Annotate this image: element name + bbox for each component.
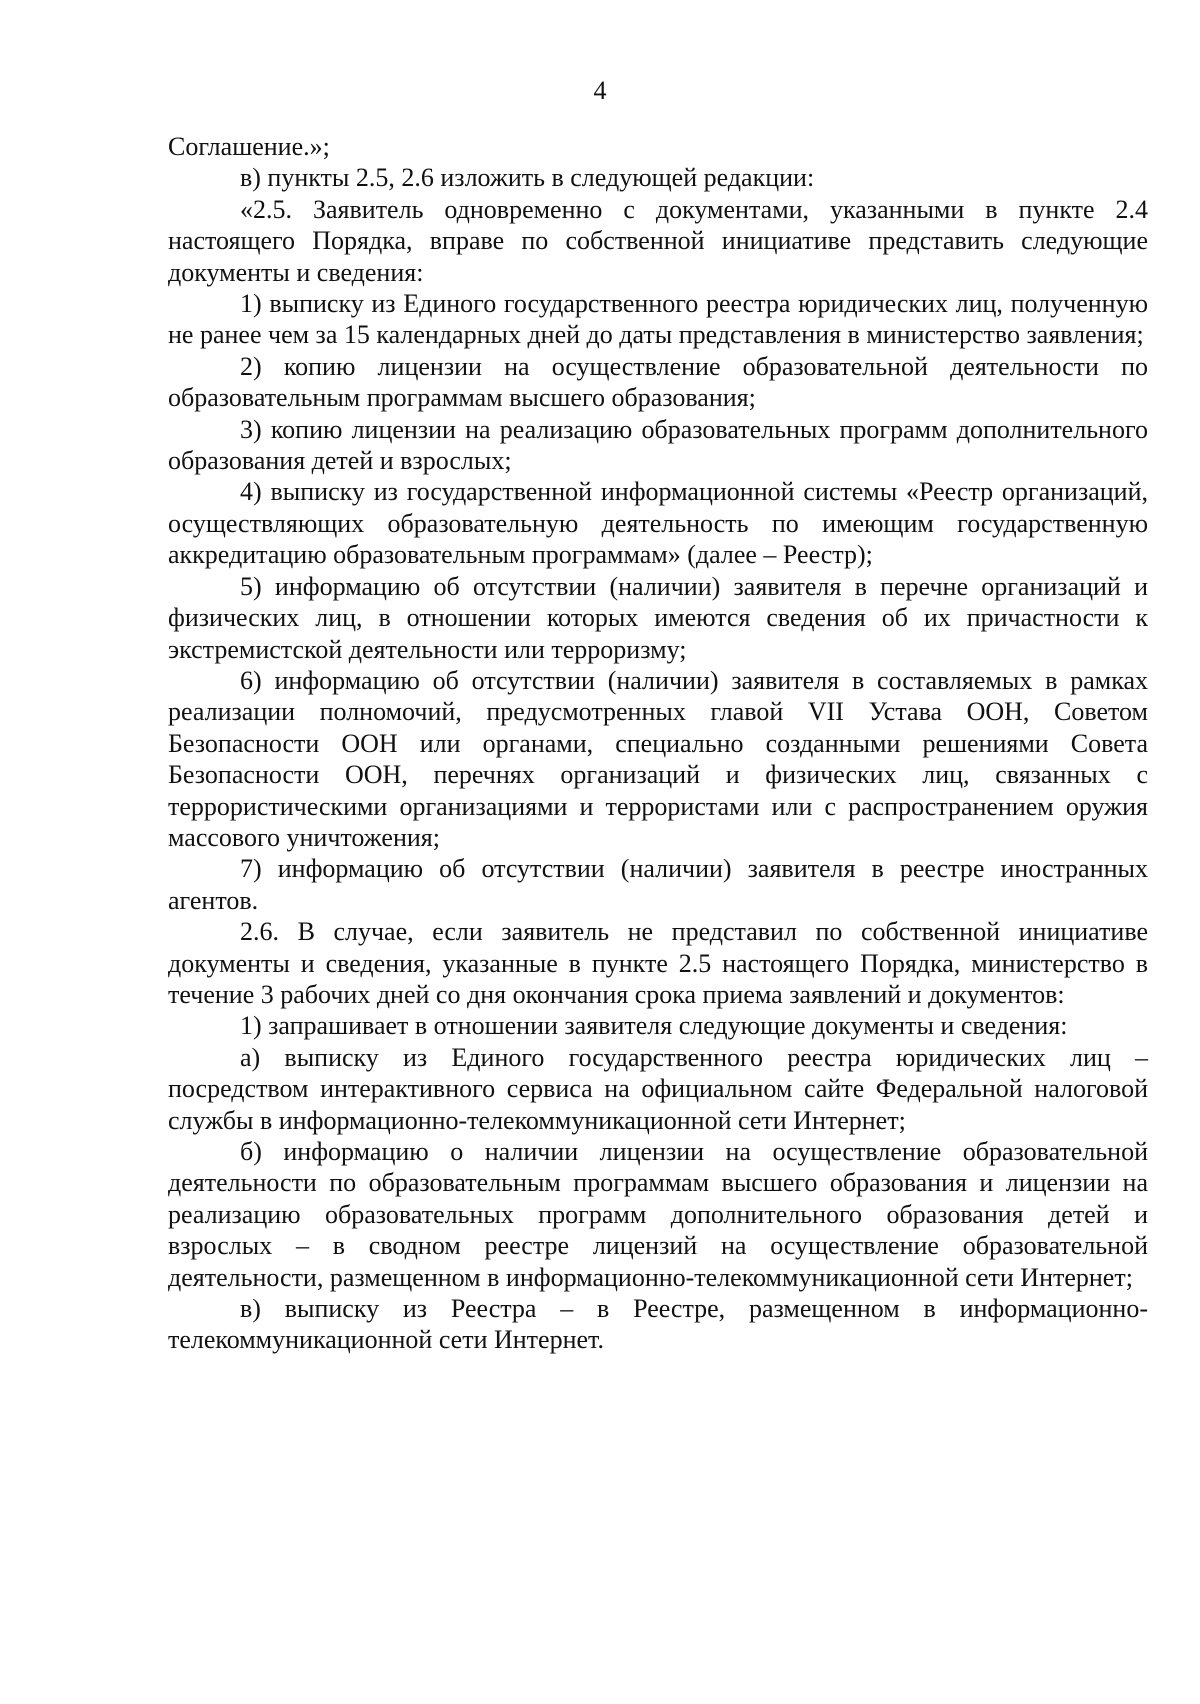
- list-item-2-6-1-a: а) выписку из Единого государственного реестра юридических лиц – посредством интерактивного сервиса на официальном сайте Федеральной налоговой службы в информационно-телекоммуникационной сети Интернет;: [168, 1042, 1148, 1135]
- paragraph-clause-2-5: «2.5. Заявитель одновременно с документами, указанными в пункте 2.4 настоящего Порядка, вправе по собственной инициативе представить следующие документы и сведения:: [168, 194, 1148, 287]
- list-item-2-6-1-c: в) выписку из Реестра – в Реестре, размещенном в информационно-телекоммуникационной сети Интернет.: [168, 1294, 1148, 1355]
- list-item-2-5-4: 4) выписку из государственной информационной системы «Реестр организаций, осуществляющих образовательную деятельность по имеющим государственную аккредитацию образовательным программам» (далее – Реестр);: [168, 477, 1148, 570]
- paragraph-amend-points: в) пункты 2.5, 2.6 изложить в следующей редакции:: [240, 163, 815, 193]
- list-item-2-5-2: 2) копию лицензии на осуществление образовательной деятельности по образовательным программам высшего образования;: [168, 351, 1148, 413]
- list-item-2-5-6: 6) информацию об отсутствии (наличии) заявителя в составляемых в рамках реализации полномочий, предусмотренных главой VII Устава ООН, Советом Безопасности ООН или органами, специально созданными решениями Совета Безопасности ООН, перечнях организаций и физических лиц, связанных с террористическими организациями и террористами или с распространением оружия массового уничтожения;: [168, 665, 1148, 852]
- list-item-2-5-3: 3) копию лицензии на реализацию образовательных программ дополнительного образования детей и взрослых;: [168, 414, 1148, 476]
- paragraph-clause-2-6: 2.6. В случае, если заявитель не представил по собственной инициативе документы и сведения, указанные в пункте 2.5 настоящего Порядка, министерство в течение 3 рабочих дней со дня окончания срока приема заявлений и документов:: [168, 917, 1148, 1009]
- list-item-2-6-1: 1) запрашивает в отношении заявителя следующие документы и сведения:: [240, 1011, 1068, 1041]
- list-item-2-5-1: 1) выписку из Единого государственного реестра юридических лиц, полученную не ранее чем за 15 календарных дней до даты представления в министерство заявления;: [168, 289, 1148, 350]
- page-number: 4: [593, 76, 607, 105]
- list-item-2-6-1-b: б) информацию о наличии лицензии на осуществление образовательной деятельности по образовательным программам высшего образования и лицензии на реализацию образовательных программ дополнительного образования детей и взрослых – в сводном реестре лицензий на осуществление образовательной деятельности, размещенном в информационно-телекоммуникационной сети Интернет;: [168, 1137, 1148, 1292]
- paragraph-agreement-end: Соглашение.»;: [168, 132, 330, 161]
- list-item-2-5-5: 5) информацию об отсутствии (наличии) заявителя в перечне организаций и физических лиц, в отношении которых имеются сведения об их причастности к экстремистской деятельности или терроризму;: [168, 571, 1148, 664]
- document-body: [168, 131, 1148, 1356]
- list-item-2-5-7: 7) информацию об отсутствии (наличии) заявителя в реестре иностранных агентов.: [168, 854, 1148, 915]
